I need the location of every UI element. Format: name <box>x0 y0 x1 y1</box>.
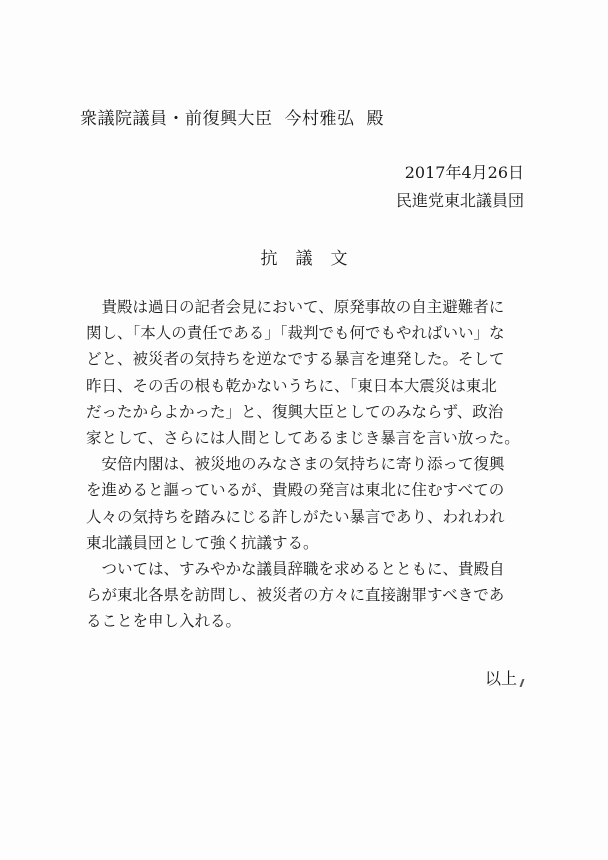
addressee-honorific: 殿 <box>366 109 384 129</box>
addressee-name: 今村雅弘 <box>284 109 355 129</box>
closing-text: 以上 <box>484 669 517 688</box>
text-line: だったからよかった」と、復興大臣としてのみならず、政治 <box>86 402 504 421</box>
text-line: を進めると謳っているが、貴殿の発言は東北に住むすべての <box>86 481 505 500</box>
sender-name: 民進党東北議員団 <box>395 191 524 210</box>
text-line: ついては、すみやかな議員辞職を求めるとともに、貴殿自 <box>86 559 505 578</box>
addressee-title: 衆議院議員・前復興大臣 <box>80 109 273 129</box>
text-line: どと、被災者の気持ちを逆なでする暴言を連発した。そして <box>86 350 505 369</box>
text-line: ることを申し入れる。 <box>86 612 242 631</box>
text-line: 東北議員団として強く抗議する。 <box>86 533 319 552</box>
text-line: らが東北各県を訪問し、被災者の方々に直接謝罪すべきであ <box>86 586 505 605</box>
text-line: 貴殿は過日の記者会見において、原発事故の自主避難者に <box>86 298 505 316</box>
document-body <box>86 294 526 634</box>
paragraph-2 <box>86 451 526 556</box>
text-line: 人々の気持ちを踏みにじる許しがたい暴言であり、われわれ <box>86 507 505 526</box>
closing-remark <box>485 666 526 689</box>
text-line: 関し、「本人の責任である」「裁判でも何でもやればいい」な <box>86 324 505 343</box>
pen-mark-icon <box>520 679 528 687</box>
addressee-line <box>80 104 384 129</box>
text-line: 安倍内閣は、被災地のみなさまの気持ちに寄り添って復興 <box>86 455 505 474</box>
paragraph-1 <box>86 294 526 451</box>
text-line: 昨日、その舌の根も乾かないうちに、「東日本大震災は東北 <box>86 376 497 395</box>
document-date: 2017年4月26日 <box>404 163 524 182</box>
text-line: 家として、さらには人間としてあるまじき暴言を言い放った。 <box>86 428 520 447</box>
paragraph-3 <box>86 556 526 635</box>
document-title: 抗議文 <box>260 249 366 269</box>
